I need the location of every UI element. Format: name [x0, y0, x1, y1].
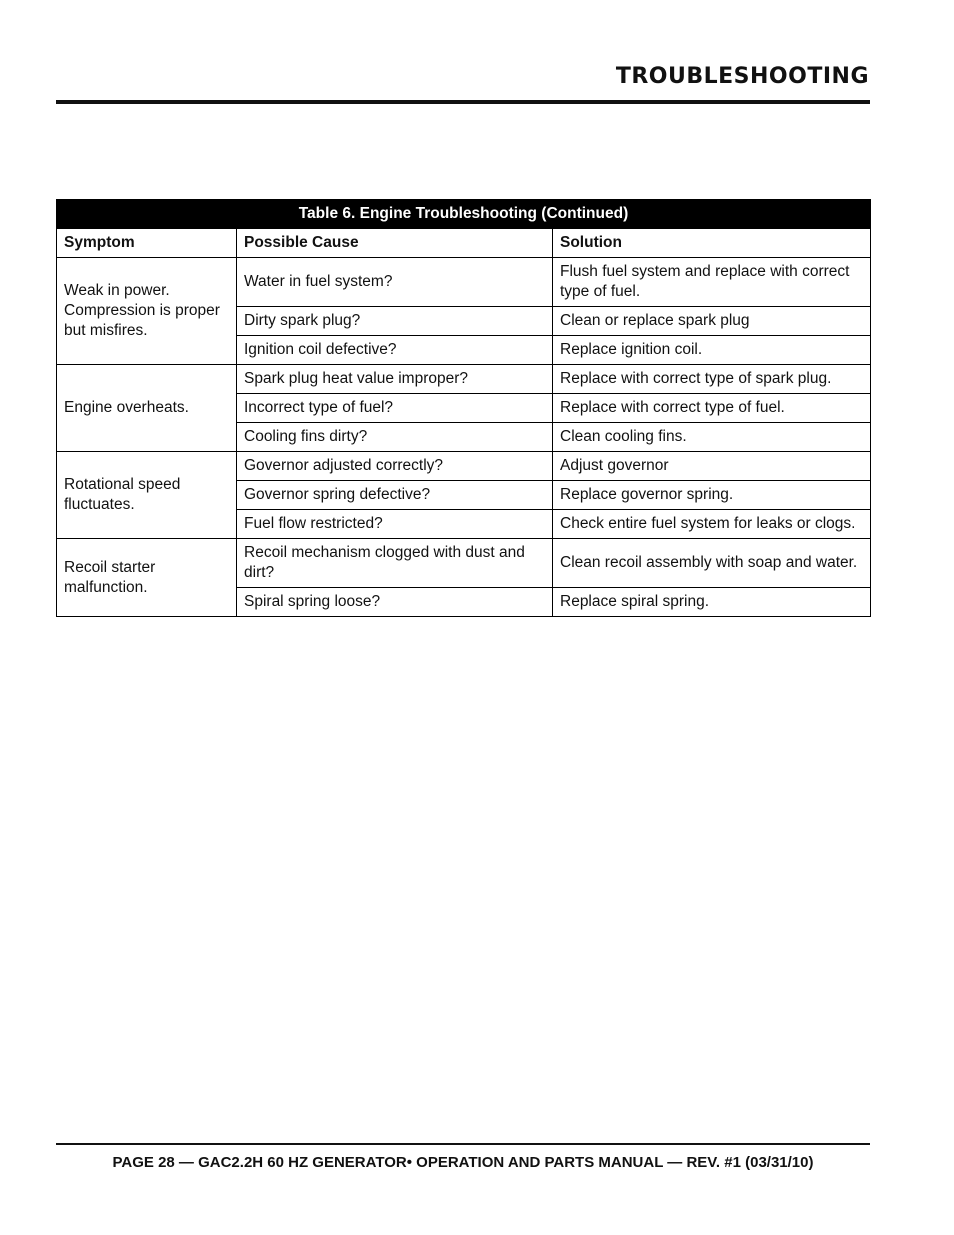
- solution-cell: Clean cooling fins.: [553, 423, 871, 452]
- cause-cell: Water in fuel system?: [237, 258, 553, 307]
- cause-cell: Spark plug heat value improper?: [237, 365, 553, 394]
- cause-cell: Ignition coil defective?: [237, 336, 553, 365]
- cause-cell: Fuel flow restricted?: [237, 510, 553, 539]
- solution-cell: Adjust governor: [553, 452, 871, 481]
- solution-cell: Replace governor spring.: [553, 481, 871, 510]
- solution-cell: Clean or replace spark plug: [553, 307, 871, 336]
- symptom-cell: Engine overheats.: [57, 365, 237, 452]
- solution-cell: Check entire fuel system for leaks or clogs.: [553, 510, 871, 539]
- column-header-possible-cause: Possible Cause: [237, 229, 553, 258]
- cause-cell: Spiral spring loose?: [237, 588, 553, 617]
- solution-cell: Flush fuel system and replace with correct type of fuel.: [553, 258, 871, 307]
- table-caption: Table 6. Engine Troubleshooting (Continued): [57, 200, 871, 229]
- cause-cell: Recoil mechanism clogged with dust and dirt?: [237, 539, 553, 588]
- symptom-cell: Weak in power. Compression is proper but misfires.: [57, 258, 237, 365]
- header-divider: [56, 100, 870, 104]
- solution-cell: Replace with correct type of spark plug.: [553, 365, 871, 394]
- solution-cell: Clean recoil assembly with soap and water.: [553, 539, 871, 588]
- column-header-symptom: Symptom: [57, 229, 237, 258]
- cause-cell: Cooling fins dirty?: [237, 423, 553, 452]
- footer-divider: [56, 1143, 870, 1145]
- cause-cell: Dirty spark plug?: [237, 307, 553, 336]
- solution-cell: Replace spiral spring.: [553, 588, 871, 617]
- engine-troubleshooting-table: [56, 199, 871, 617]
- column-header-solution: Solution: [553, 229, 871, 258]
- page-footer: PAGE 28 — GAC2.2H 60 HZ GENERATOR• OPERATION AND PARTS MANUAL — REV. #1 (03/31/10): [112, 1154, 814, 1171]
- cause-cell: Governor spring defective?: [237, 481, 553, 510]
- page-title: TROUBLESHOOTING: [615, 64, 869, 89]
- table-row: [57, 258, 871, 307]
- symptom-cell: Recoil starter malfunction.: [57, 539, 237, 617]
- cause-cell: Governor adjusted correctly?: [237, 452, 553, 481]
- table-row: [57, 365, 871, 394]
- solution-cell: Replace with correct type of fuel.: [553, 394, 871, 423]
- symptom-cell: Rotational speed fluctuates.: [57, 452, 237, 539]
- cause-cell: Incorrect type of fuel?: [237, 394, 553, 423]
- solution-cell: Replace ignition coil.: [553, 336, 871, 365]
- table-row: [57, 452, 871, 481]
- table-row: [57, 539, 871, 588]
